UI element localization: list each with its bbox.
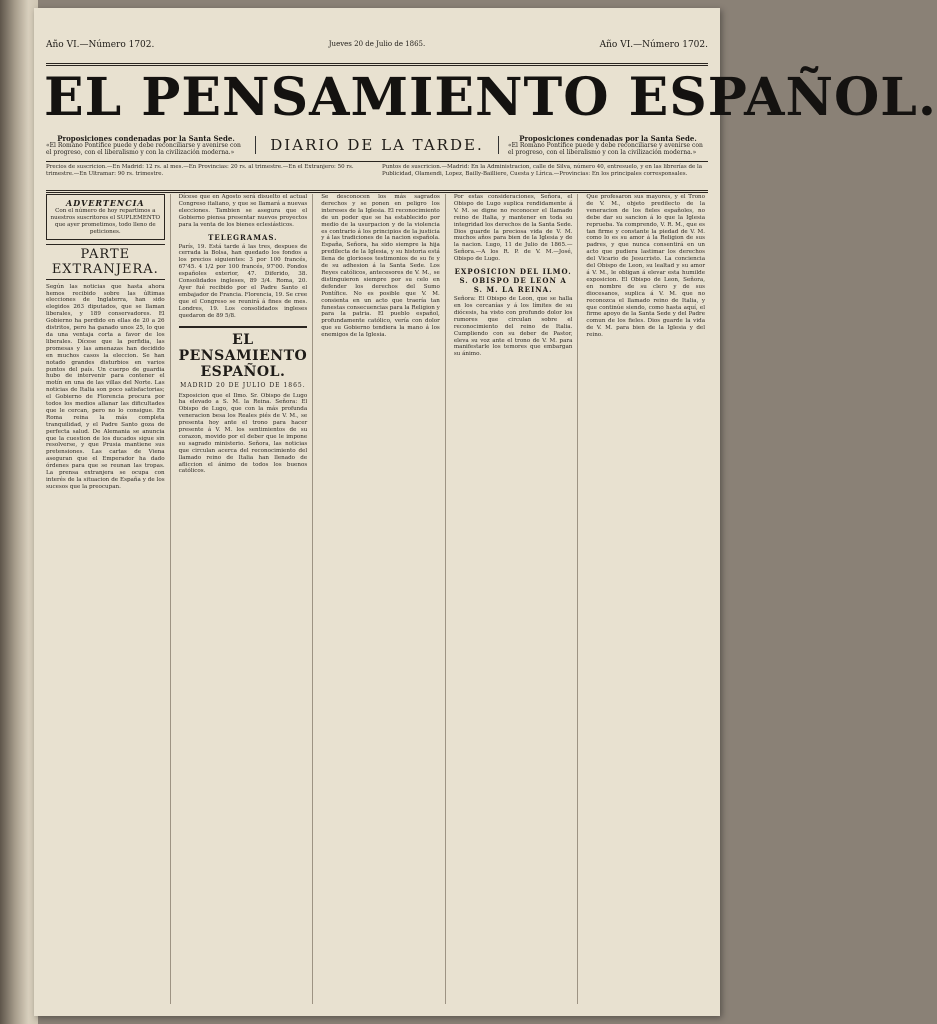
- left-issue-number: Año VI.—Número 1702.: [46, 40, 155, 50]
- column-3: [321, 194, 446, 1004]
- article-body: Exposicion que el Ilmo. Sr. Obispo de Lugo ha elevado a S. M. la Reina. Señora: El Obispo de Lugo, que con la más profunda veneracion besa los Reales piés de V. M., se presenta hoy ante el trono para hacer presente á V. M. los sentimientos de su corazon, movido por el deber que le impone su sagrado ministerio. Señora, las noticias que circulan acerca del reconocimiento del llamado reino de Italia han llenado de afliccion el ánimo de todos los buenos católicos.: [178, 392, 308, 475]
- inner-date: MADRID 20 DE JULIO DE 1865.: [180, 381, 306, 389]
- notice-title: ADVERTENCIA: [66, 198, 145, 208]
- left-motto: [46, 135, 246, 156]
- subtitle-row: [46, 130, 708, 160]
- subscription-prices: Precios de suscricion.—En Madrid: 12 rs. al mes.—En Provincias: 20 rs. al trimestre.—En el Extranjero: 50 rs. trimestre.—En Ultramar: 90 rs. trimestre.: [46, 164, 354, 177]
- subscription-points: Puntos de suscricion.—Madrid: En la Administracion, calle de Silva, número 40, entresuelo, y en las librerías de la Publicidad, Olamendi, Lopez, Bailly-Bailliere, Cuesta y Lírica.—Provincias: En los principales corresponsales.: [382, 164, 703, 177]
- left-motto-head: Proposiciones condenadas por la Santa Sede.: [57, 133, 235, 143]
- right-motto: [508, 135, 708, 156]
- date-line: Jueves 20 de Julio de 1865.: [328, 40, 426, 48]
- book-binding: [0, 0, 38, 1024]
- right-motto-head: Proposiciones condenadas por la Santa Sede.: [519, 133, 697, 143]
- right-motto-text: «El Romano Pontífice puede y debe reconciliarse y avenirse con el progreso, con el liberalismo y con la civilización moderna.»: [508, 141, 703, 156]
- telegrams-body: París, 19. Está tarde á las tres, despues de cerrada la Bolsa, han quedado los fondos a los precios siguientes: 3 por 100 francés, 67'45. 4 1/2 por 100 francés, 97'00. Fondos españoles exterior, 47. Diferido, 38. Consolidados ingleses, 89 3/4. Roma, 20. Ayer fué recibido por el Padre Santo el embajador de Francia. Florencia, 19. Se cree que el Congreso se reunirá á fines de mes. Londres, 19. Los consolidados ingleses quedaron de 89 5/8.: [178, 243, 308, 319]
- section-title: PARTE EXTRANJERA.: [46, 244, 165, 280]
- column-5: [586, 194, 710, 1004]
- article-body: Dícese que en Agosto será disuelto el actual Congreso italiano, y que se llamará a nuevas elecciones. Tambien se asegura que el Gobierno piensa presentar nuevos proyectos para la venta de los bienes eclesiásticos.: [178, 194, 308, 228]
- subtitle-rule: [46, 161, 708, 162]
- issue-row: [46, 40, 708, 62]
- newspaper-title: EL PENSAMIENTO ESPAÑOL.: [44, 67, 937, 128]
- article-body: Según las noticias que hasta ahora hemos recibido sobre las últimas elecciones de Inglaterra, han sido elegidos 263 diputados, que se llaman liberales, y 189 conservadores. El Gobierno ha perdido en ellas de 20 a 26 distritos, pero ha ganado unos 25, lo que da una ventaja corta a favor de los liberales. Dícese que la perfidia, las promesas y las amenazas han decidido en muchos casos la eleccion. Se han notado grandes disturbios en varios puntos del país. Un cuerpo de guardia hubo de intervenir para contener el motín en una de las villas del Norte. Las noticias de Italia son poco satisfactorias; el Gobierno de Florencia procura por todos los medios allanar las dificultades que le cercan, pero no lo consigue. En Roma reina la más completa tranquilidad, y el Padre Santo goza de perfecta salud. De Alemania se anuncia que la cuestion de los ducados sigue sin resolverse, y que Prusia mantiene sus pretensiones. Las cartas de Viena aseguran que el Emperador ha dado órdenes para que se reunan las tropas. La prensa extranjera se ocupa con interés de la situacion de España y de los sucesos que la preocupan.: [46, 283, 165, 490]
- article-body: Señora: El Obispo de Leon, que se halla en los cercanías y á los límites de su diócesis, ha visto con profundo dolor los rumores que circulan sobre el reconocimiento del reino de Italia. Cumpliendo con su deber de Pastor, eleva su voz ante el trono de V. M. para manifestarle los temores que embargan su ánimo.: [453, 296, 573, 358]
- inner-newspaper-title: EL PENSAMIENTO ESPAÑOL.: [179, 326, 308, 380]
- article-columns: [46, 194, 710, 1004]
- column-2: [179, 194, 314, 1004]
- article-body: Se desconocen los más sagrados derechos y se ponen en peligro los intereses de la Iglesia. El reconocimiento de un poder que se ha establecido por medio de la usurpacion y de la violencia es contrario á los principios de la justicia y á las tradiciones de la nacion española. España, Señora, ha sido siempre la hija predilecta de la Iglesia, y su historia está llena de gloriosos testimonios de su fe y de su adhesion á la Santa Sede. Los Reyes católicos, antecesores de V. M., se distinguieron siempre por su celo en defender los derechos del Sumo Pontífice. No es posible que V. M. consienta en un acto que traería tan funestas consecuencias para la Religion y para la patria. El pueblo español, profundamente católico, vería con dolor que su Gobierno tendiera la mano á los enemigos de la Iglesia.: [321, 194, 440, 339]
- left-motto-text: «El Romano Pontífice puede y debe reconciliarse y avenirse con el progreso, con el liberalismo y con la civilización moderna.»: [46, 141, 241, 156]
- newspaper-page: [34, 8, 937, 1016]
- column-1: [46, 194, 171, 1004]
- notice-box: [46, 194, 165, 240]
- columns-top-rule: [46, 190, 708, 193]
- newspaper-subtitle: DIARIO DE LA TARDE.: [255, 136, 498, 154]
- column-4: [454, 194, 579, 1004]
- right-issue-number: Año VI.—Número 1702.: [599, 40, 708, 50]
- telegrams-title: TELEGRAMAS.: [208, 232, 278, 242]
- subscription-info: [46, 164, 708, 188]
- article-body: Por estas consideraciones, Señora, el Obispo de Lugo suplica rendidamente á V. M. se digne no reconocer el llamado reino de Italia, y mantener en toda su integridad los derechos de la Santa Sede. Dios guarde la preciosa vida de V. M. muchos años para bien de la Iglesia y de la nacion. Lugo, 11 de Julio de 1865.—Señora.—A los R. P. de V. M.—José, Obispo de Lugo.: [453, 194, 573, 263]
- notice-text: Con el número de hoy repartimos a nuestros suscritores el SUPLEMENTO que ayer prometimos, todo lleno de peticiones.: [50, 208, 161, 235]
- article-body: Que profesaron sus mayores, y el Trono de V. M., objeto predilecto de la veneracion de los fieles españoles, no debe dar su sancion á lo que la Iglesia reprueba. Ya comprendo, V. R. M., que es tan firme y constante la piedad de V. M. como lo es su amor á la Religion de sus padres, y que nunca consentirá en un acto que pudiera lastimar los derechos del Vicario de Jesucristo. La conciencia del Obispo de Leon, su lealtad y su amor á V. M., le obligan á elevar esta humilde exposicion. El Obispo de Leon, Señora, en nombre de su clero y de sus diocesanos, suplica á V. M. que no reconozca el llamado reino de Italia, y que continúe siendo, como hasta aquí, el firme apoyo de la Santa Sede y del Padre comun de los fieles. Dios guarde la vida de V. M. para bien de la Iglesia y del reino.: [586, 194, 706, 339]
- exposition-title: EXPOSICION DEL ILMO. S. OBISPO DE LEON A S. M. LA REINA.: [454, 267, 572, 295]
